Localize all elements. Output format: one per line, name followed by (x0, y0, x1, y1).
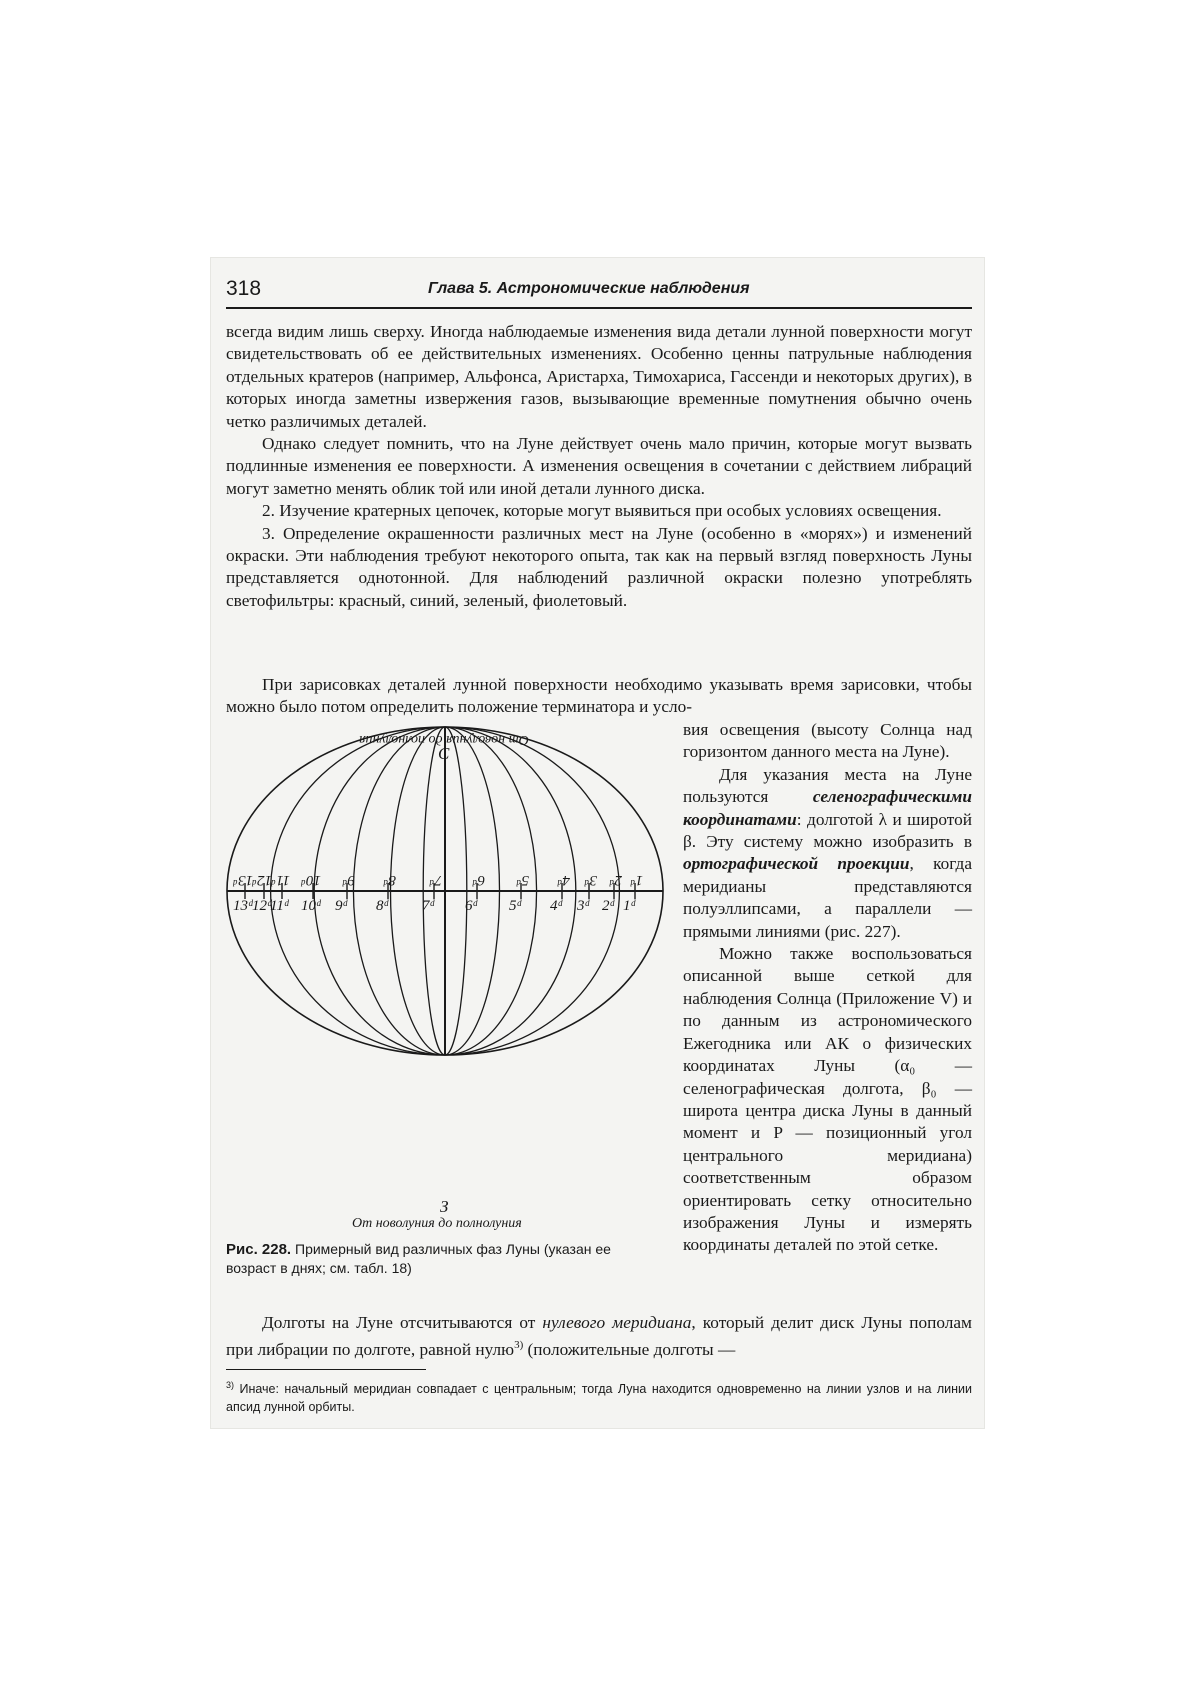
text-run: (положительные долготы — (523, 1340, 736, 1360)
paragraph: Однако следует помнить, что на Луне действует очень мало причин, которые могут вызвать подлинные изменения ее поверхности. А изменения освещения в сочетании с действием либраций могут заметно менять облик той или иной детали лунного диска. (226, 434, 972, 498)
chapter-label: Глава 5. (428, 280, 493, 297)
text-run: , который делит диск Луны пополам при либрации по долготе, равной нулю (226, 1313, 972, 1360)
text-run: Для указания места на Луне пользуются (683, 764, 972, 807)
day-label-upper: 4ᵈ (557, 872, 570, 888)
paragraph (683, 764, 972, 943)
day-label-upper: 7ᵈ (429, 872, 442, 888)
paragraph: всегда видим лишь сверху. Иногда наблюдаемые изменения вида детали лунной поверхности могут свидетельствовать об ее действительных изменениях. Особенно ценны патрульные наблюдения отдельных кратеров (например, Альфонса, Аристарха, Тимохариса, Гассенди и некоторых других), в которых иногда заметны извержения газов, вызывающие временные помутнения обычно очень четко различимых деталей. (226, 322, 972, 431)
body-text-wide (226, 674, 972, 719)
emphasis: селенографическими координатами (683, 787, 972, 829)
paragraph (226, 1312, 972, 1362)
day-label-lower: 1ᵈ (623, 898, 636, 914)
day-label-upper: 6ᵈ (472, 872, 485, 888)
day-label-upper: 2ᵈ (609, 872, 622, 888)
figure-caption (226, 1240, 651, 1278)
emphasis: нулевого меридиана (542, 1313, 692, 1332)
footnote-marker: 3) (226, 1380, 235, 1390)
caption-label: Рис. 228. (226, 1241, 292, 1258)
day-label-lower: 5ᵈ (509, 898, 522, 914)
paragraph: 3. Определение окрашенности различных мест на Луне (особенно в «морях») и изменений окраски. Эти наблюдения требуют некоторого опыта, так как на первый взгляд поверхность Луны представляется однотонной. Для наблюдений различной окраски полезно употреблять светофильтры: красный, синий, зеленый, фиолетовый. (226, 523, 972, 610)
body-text-bottom (226, 1312, 972, 1362)
figure-top-letter: С (438, 744, 450, 763)
body-text-top (226, 321, 972, 612)
day-label-lower: 10ᵈ (301, 898, 321, 914)
footnote-rule (226, 1369, 426, 1370)
day-label-upper: 8ᵈ (383, 872, 396, 888)
day-label-upper: 1ᵈ (630, 872, 643, 888)
day-label-upper: 5ᵈ (516, 872, 529, 888)
day-label-upper: 10ᵈ (301, 872, 321, 888)
day-label-lower: 3ᵈ (577, 898, 590, 914)
page-number: 318 (226, 277, 262, 300)
day-label-upper: 12ᵈ (252, 872, 272, 888)
day-label-upper: 9ᵈ (342, 872, 355, 888)
chapter-heading (428, 280, 750, 298)
figure-bottom-label: От новолуния до полнолуния (352, 1216, 522, 1231)
text-run: , когда меридианы представляются полуэллипсами, а параллели — прямыми линиями (рис. 227). (683, 854, 972, 941)
running-header (226, 277, 972, 309)
paragraph: При зарисовках деталей лунной поверхности необходимо указывать время зарисовки, чтобы можно было потом определить положение терминатора и усло- (226, 675, 972, 717)
chapter-title: Астрономические наблюдения (496, 280, 750, 297)
paragraph: вия освещения (высоту Солнца над горизонтом данного места на Луне). (683, 720, 972, 762)
day-label-lower: 6ᵈ (465, 898, 478, 914)
text-run: : долготой λ и широтой β. Эту систему можно изобразить в (683, 809, 972, 852)
emphasis: ортографической проекции (683, 854, 910, 874)
day-label-lower: 7ᵈ (422, 898, 435, 914)
figure-bottom-letter: З (440, 1197, 449, 1216)
caption-text: Примерный вид различных фаз Луны (указан ее возраст в днях; см. табл. 18) (226, 1241, 611, 1276)
day-label-lower: 13ᵈ (233, 898, 253, 914)
footnote-text: Иначе: начальный меридиан совпадает с центральным; тогда Луна находится одновременно на линии узлов и на линии апсид лунной орбиты. (226, 1382, 972, 1415)
day-label-upper: 13ᵈ (233, 872, 253, 888)
day-label-lower: 9ᵈ (335, 898, 348, 914)
footnote (226, 1376, 972, 1416)
paragraph: 2. Изучение кратерных цепочек, которые могут выявиться при особых условиях освещения. (262, 501, 942, 521)
day-label-lower: 12ᵈ (252, 898, 272, 914)
day-label-lower: 2ᵈ (602, 898, 615, 914)
text-run: Долготы на Луне отсчитываются от (262, 1313, 543, 1332)
day-label-upper: 11ᵈ (271, 872, 290, 888)
day-label-upper: 3ᵈ (584, 872, 597, 888)
day-label-lower: 11ᵈ (270, 898, 289, 914)
day-label-lower: 4ᵈ (550, 898, 563, 914)
moon-phase-diagram (225, 725, 665, 1057)
day-label-lower: 8ᵈ (376, 898, 389, 914)
paragraph: Можно также воспользоваться описанной выше сеткой для наблюдения Солнца (Приложение V) и по данным из астрономического Ежегодника или АК о физических координатах Луны (α₀ — селенографическая долгота, β₀ — широта центра диска Луны в данный момент и P — позиционный угол центрального меридиана) соответственным образом ориентировать сетку относительно изображения Луны и измерять координаты деталей по этой сетке. (683, 944, 972, 1255)
side-column-text (683, 719, 972, 1257)
figure-top-label: От новолуния до полнолуния (359, 732, 529, 747)
footnote-ref: 3) (514, 1339, 524, 1352)
